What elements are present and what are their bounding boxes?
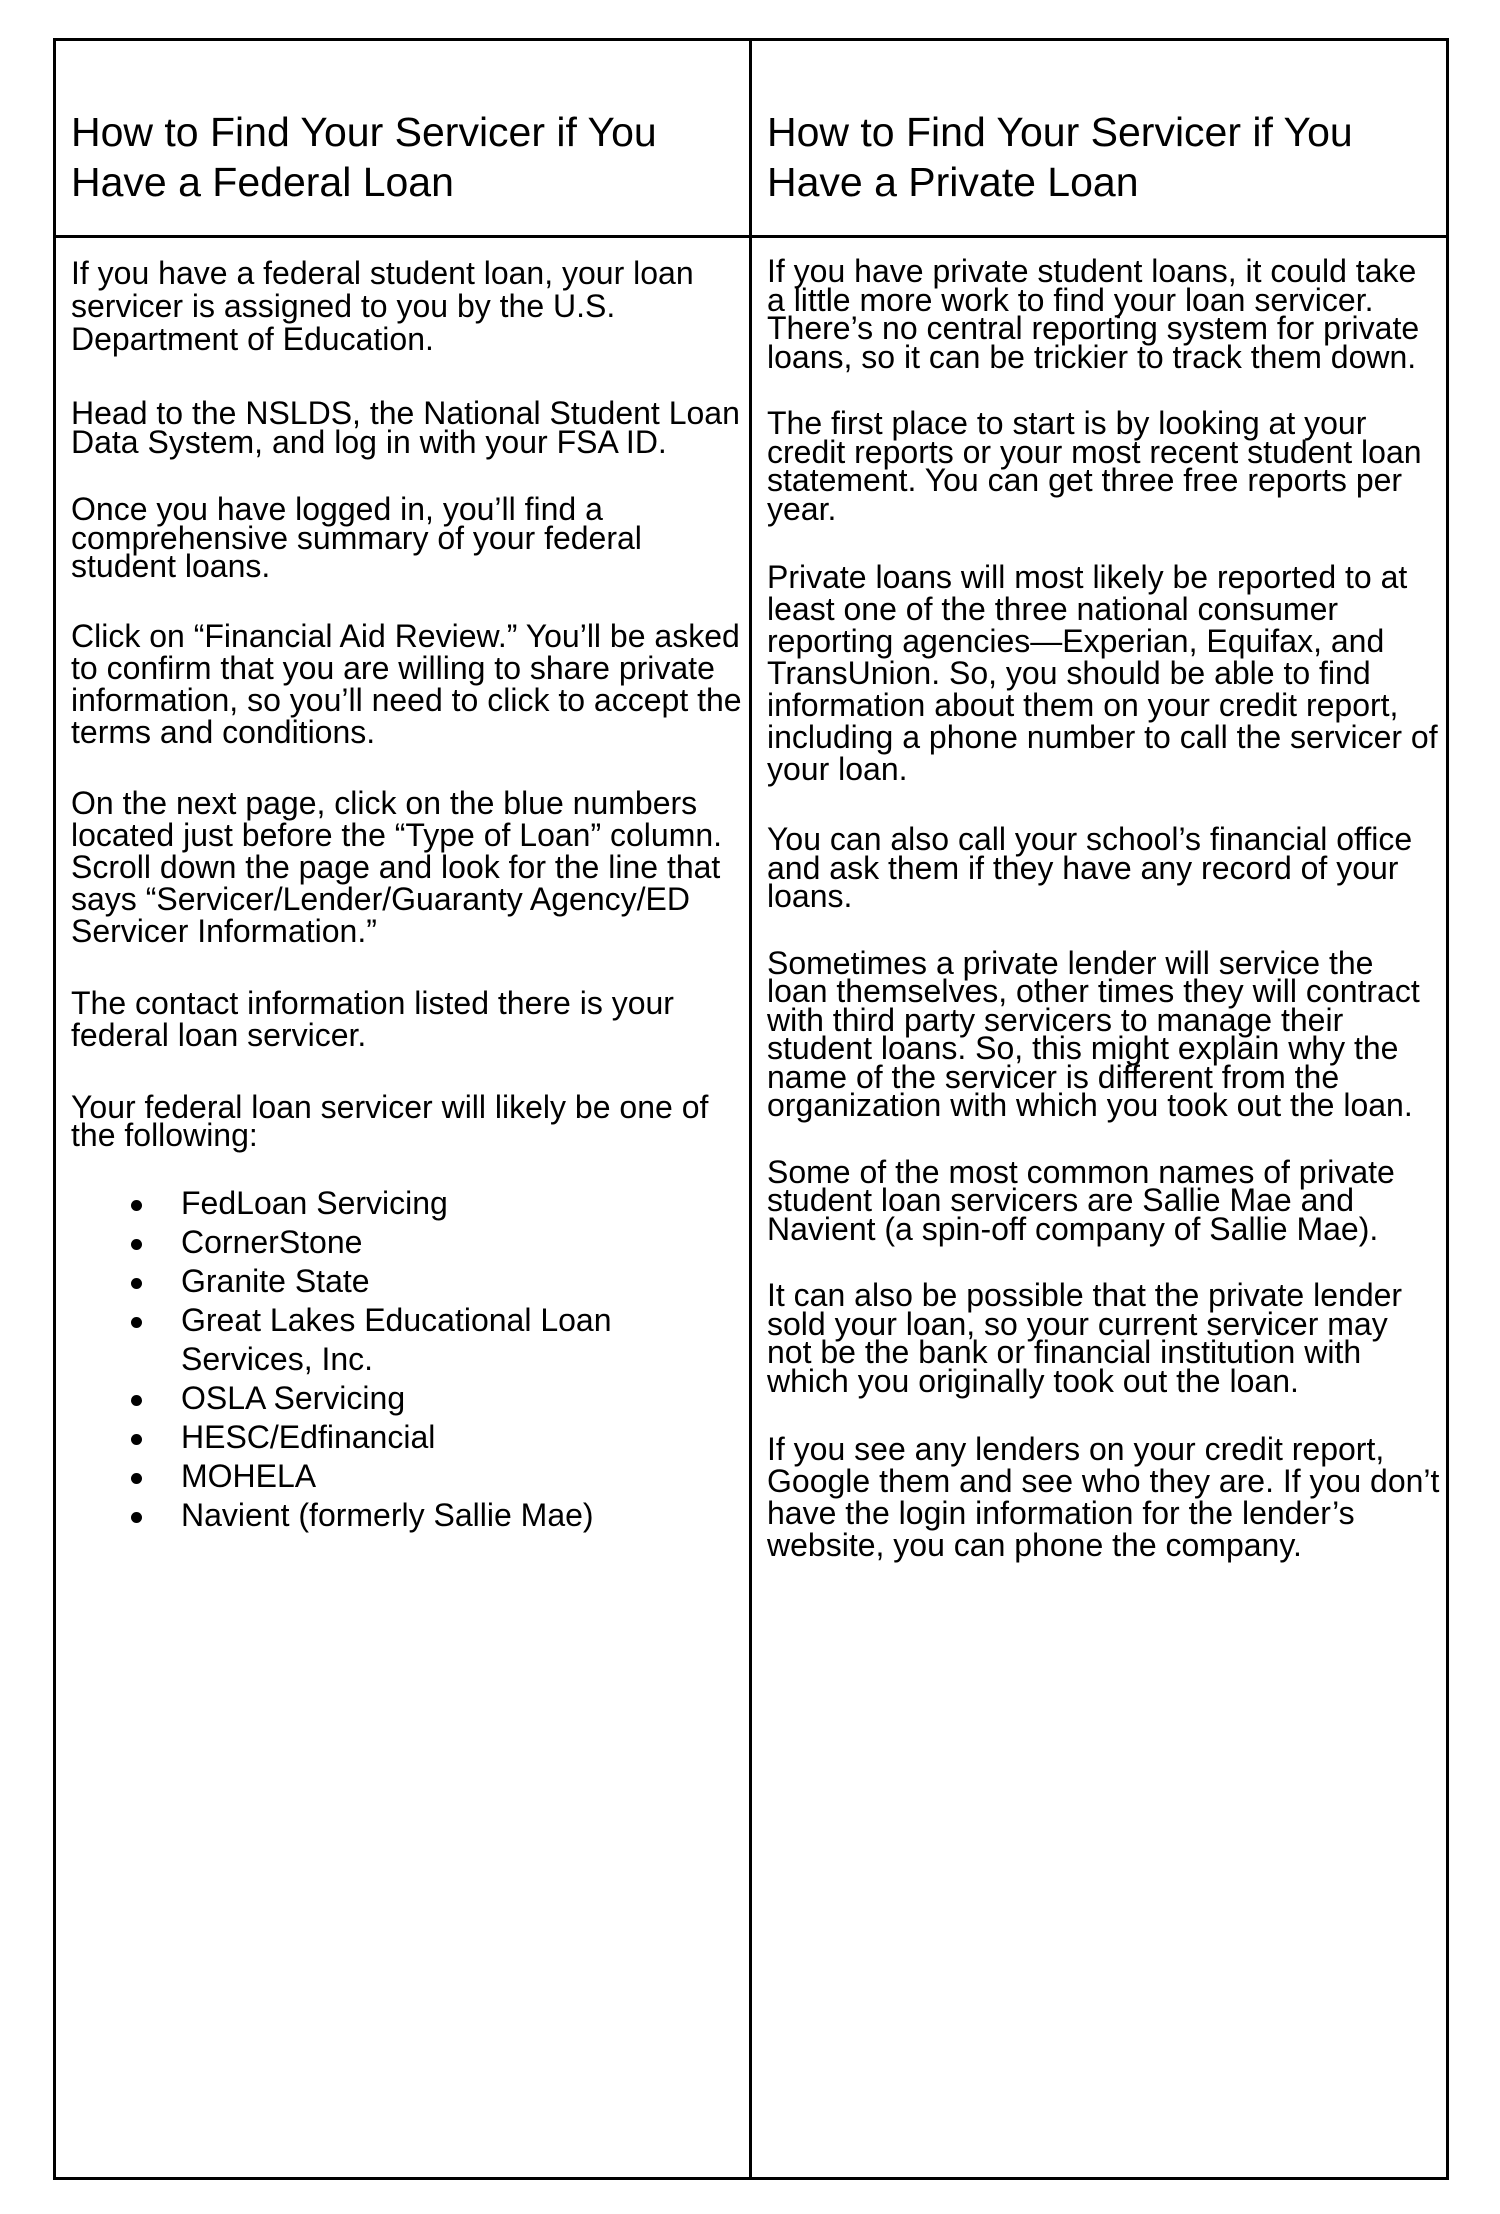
private-paragraph-sold-loan: It can also be possible that the private lender sold your loan, so your current servicer may not be the bank or financial institution with which you originally took out the loan.	[767, 1277, 1403, 1399]
private-paragraph-third-party: Sometimes a private lender will service the loan themselves, other times they will contract with third party servicers to manage their student loans. So, this might explain why the name of the servicer is different from the organization with which you took out the loan.	[767, 944, 1420, 1123]
servicer-name: Navient (formerly Sallie Mae)	[181, 1496, 594, 1533]
bullet-icon	[131, 1512, 142, 1523]
federal-paragraph-blue-numbers: On the next page, click on the blue numbers located just before the “Type of Loan” column. Scroll down the page and look for the line that says “Servicer/Lender/Guaranty Agency/ED Servicer Information.”	[71, 784, 723, 949]
servicer-name: Granite State	[181, 1262, 370, 1299]
federal-servicer-list	[71, 1184, 743, 1535]
federal-paragraph-financial-aid-review: Click on “Financial Aid Review.” You’ll be asked to confirm that you are willing to share private information, so you’ll need to click to accept the terms and conditions.	[71, 617, 742, 750]
private-loan-body-cell	[752, 238, 1446, 2177]
private-paragraph-google-lenders: If you see any lenders on your credit report, Google them and see who they are. If you don’t have the login information for the lender’s website, you can phone the company.	[767, 1431, 1440, 1563]
list-item	[71, 1379, 743, 1418]
list-item	[71, 1262, 743, 1301]
private-loan-header-cell	[752, 41, 1446, 238]
bullet-icon	[131, 1473, 142, 1484]
list-item	[71, 1418, 743, 1457]
private-paragraph-more-work: If you have private student loans, it could take a little more work to find your loan servicer. There’s no central reporting system for private loans, so it can be trickier to track them down.	[767, 253, 1420, 375]
federal-paragraph-likely-servicer: Your federal loan servicer will likely be one of the following:	[71, 1088, 709, 1153]
federal-paragraph-contact-info: The contact information listed there is your federal loan servicer.	[71, 984, 674, 1053]
servicer-name: MOHELA	[181, 1457, 317, 1494]
servicer-name: FedLoan Servicing	[181, 1184, 448, 1221]
list-item	[71, 1496, 743, 1535]
list-item	[71, 1301, 743, 1379]
list-item	[71, 1184, 743, 1223]
private-paragraph-credit-reports: The first place to start is by looking at your credit reports or your most recent student loan statement. You can get three free reports per year.	[767, 405, 1422, 527]
list-item	[71, 1223, 743, 1262]
federal-paragraph-nslds: Head to the NSLDS, the National Student Loan Data System, and log in with your FSA ID.	[71, 395, 740, 460]
private-loan-heading: How to Find Your Servicer if You Have a Private Loan	[767, 109, 1353, 205]
private-paragraph-common-names: Some of the most common names of private student loan servicers are Sallie Mae and Navient (a spin-off company of Sallie Mae).	[767, 1153, 1395, 1247]
list-item	[71, 1457, 743, 1496]
bullet-icon	[131, 1317, 142, 1328]
federal-loan-body-cell	[56, 238, 752, 2177]
servicer-name: OSLA Servicing	[181, 1379, 406, 1416]
private-paragraph-school-office: You can also call your school’s financial office and ask them if they have any record of your loans.	[767, 821, 1413, 914]
federal-paragraph-assigned: If you have a federal student loan, your loan servicer is assigned to you by the U.S. Department of Education.	[71, 255, 694, 357]
private-paragraph-reporting-agencies: Private loans will most likely be reported to at least one of the three national consumer reporting agencies—Experian, Equifax, and TransUnion. So, you should be able to find information about them on your credit report, including a phone number to call the servicer of your loan.	[767, 559, 1438, 787]
federal-loan-header-cell	[56, 41, 752, 238]
servicer-comparison-table	[53, 38, 1449, 2180]
servicer-name: Great Lakes Educational Loan Services, Inc.	[181, 1301, 612, 1377]
federal-loan-heading: How to Find Your Servicer if You Have a Federal Loan	[71, 109, 657, 205]
servicer-name: CornerStone	[181, 1223, 363, 1260]
bullet-icon	[131, 1395, 142, 1406]
bullet-icon	[131, 1278, 142, 1289]
bullet-icon	[131, 1434, 142, 1445]
servicer-name: HESC/Edfinancial	[181, 1418, 436, 1455]
federal-paragraph-summary: Once you have logged in, you’ll find a comprehensive summary of your federal student loans.	[71, 491, 642, 584]
bullet-icon	[131, 1200, 142, 1211]
bullet-icon	[131, 1239, 142, 1250]
